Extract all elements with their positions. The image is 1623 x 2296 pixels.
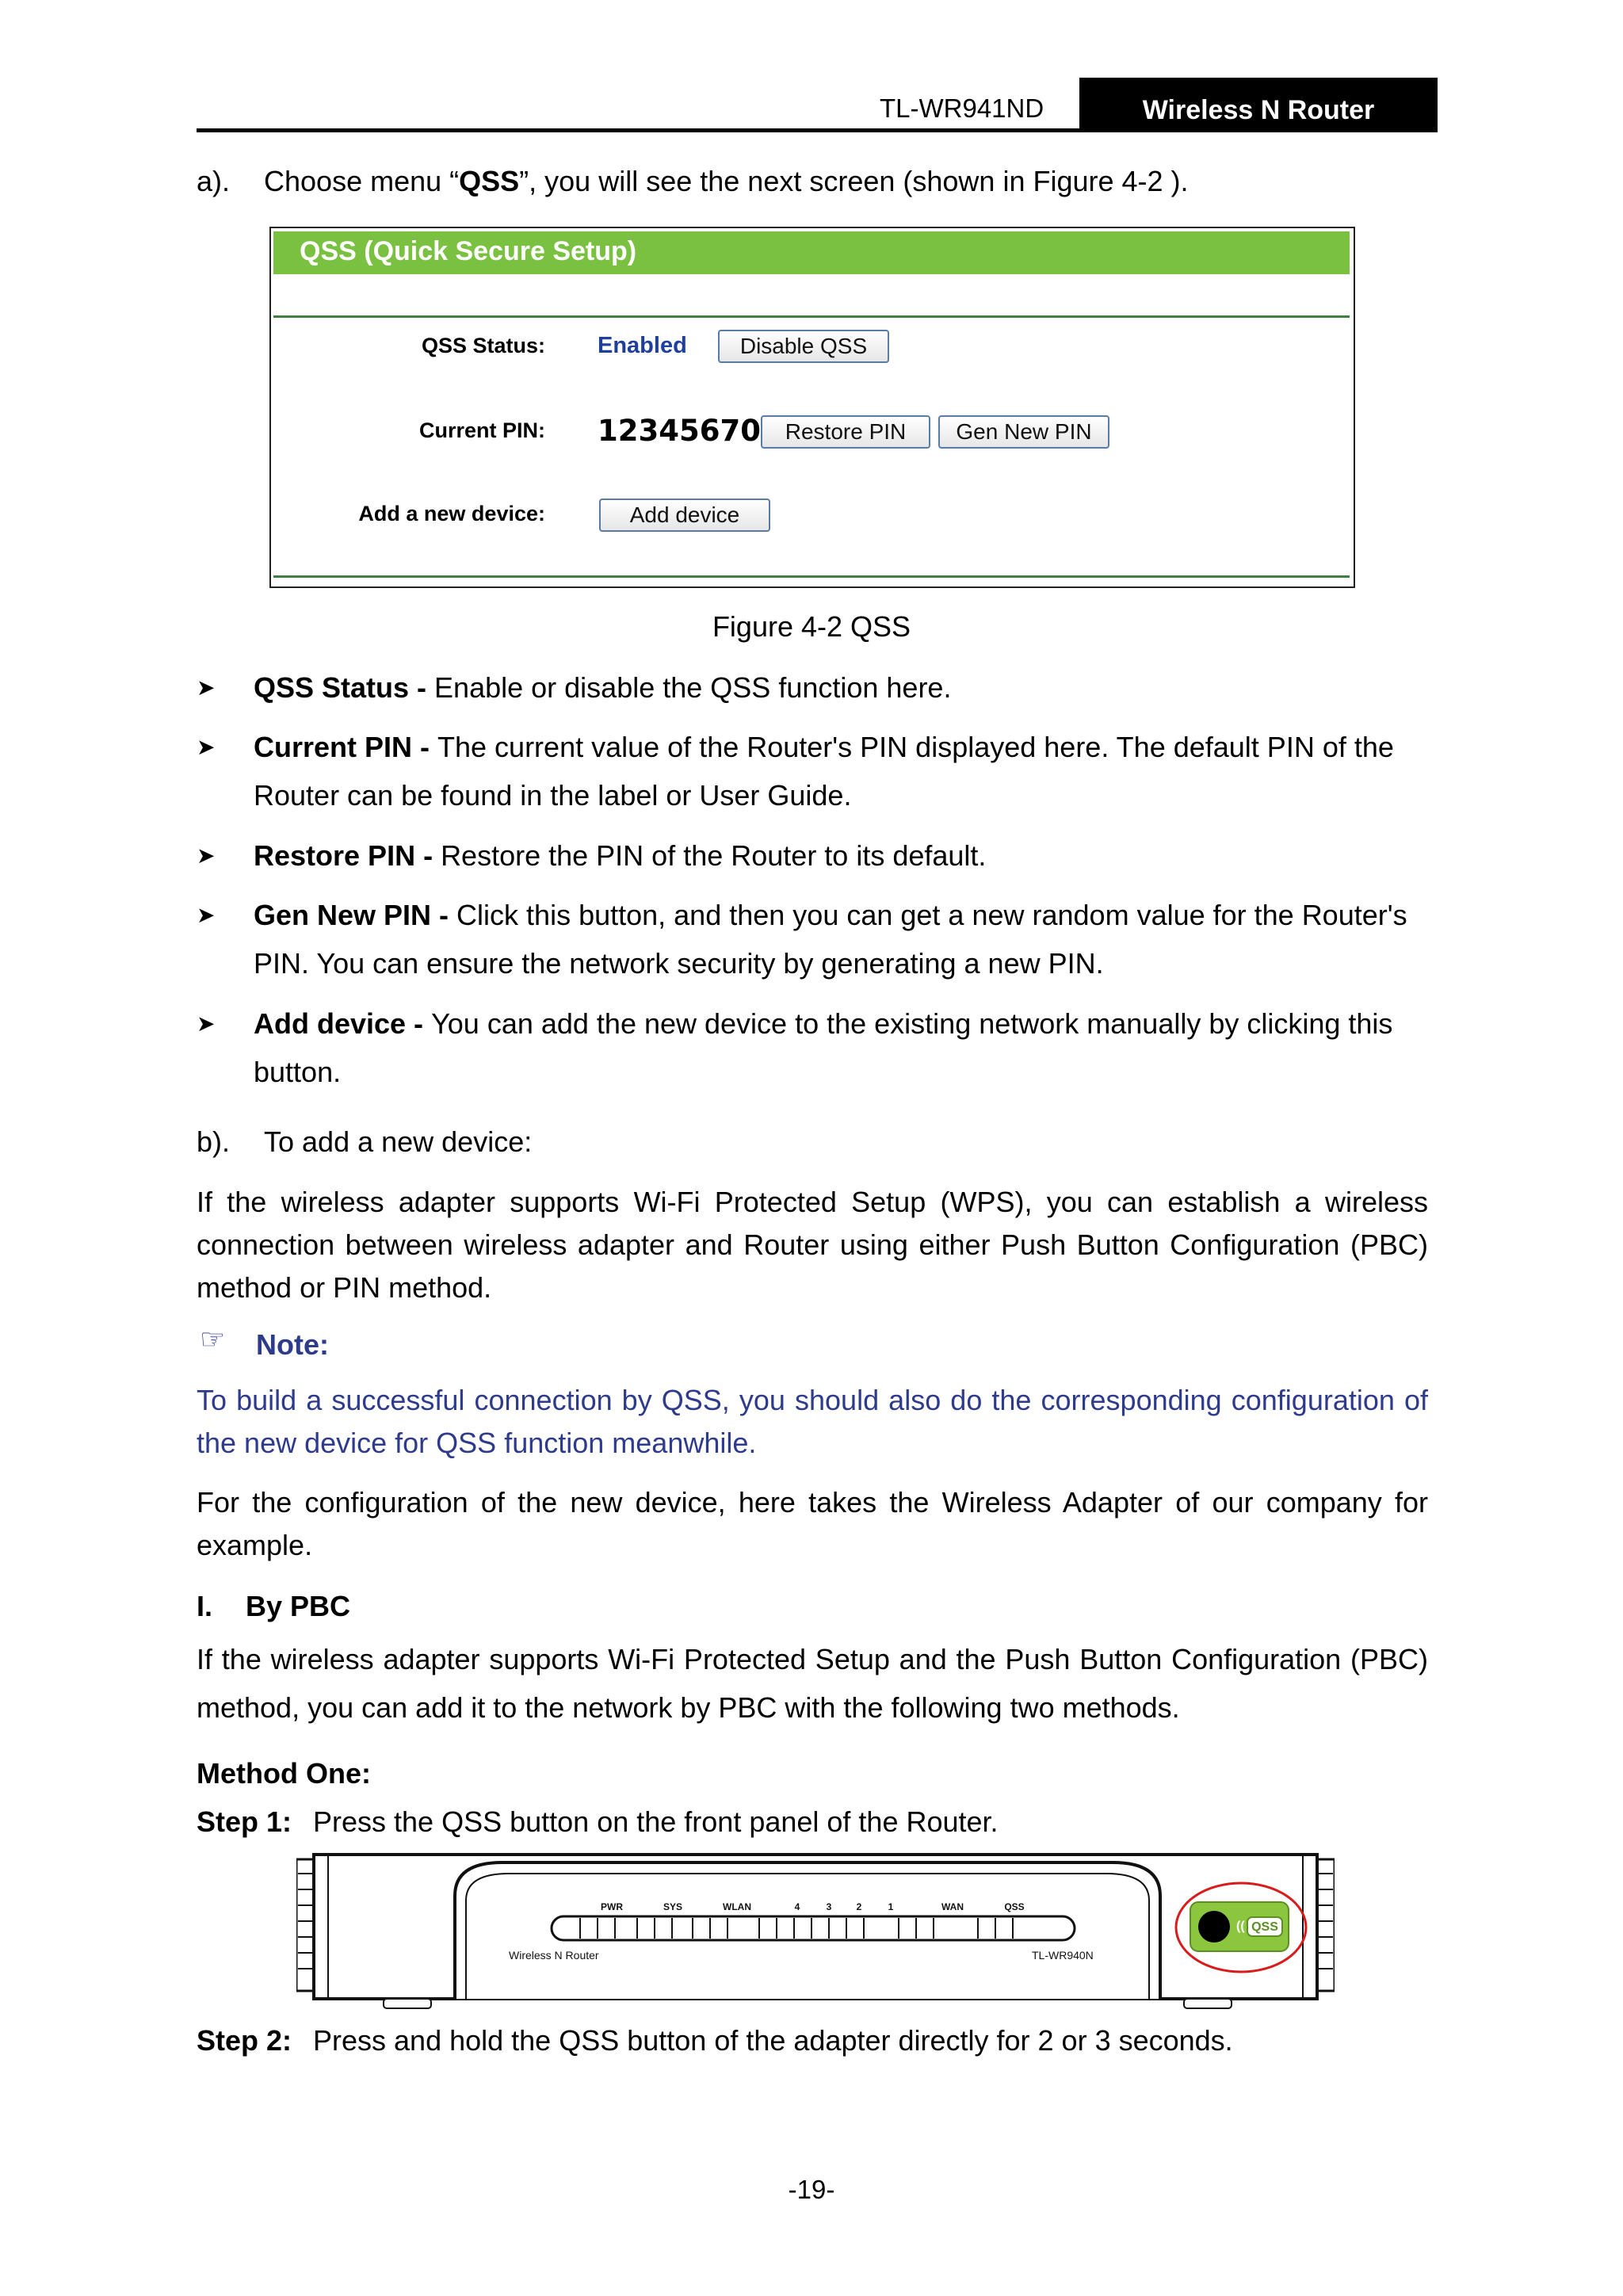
- qss-divider-top: [273, 315, 1350, 318]
- step1-label: Step 1:: [197, 1805, 292, 1838]
- router-brand-label: Wireless N Router: [509, 1949, 599, 1962]
- note-line2: the new device for QSS function meanwhile.: [197, 1427, 757, 1459]
- para3-line1: If the wireless adapter supports Wi-Fi Protected Setup and the Push Button Configuration (PBC): [197, 1643, 1428, 1675]
- qss-badge-label: QSS: [1251, 1920, 1278, 1934]
- led-label-2: 2: [856, 1901, 862, 1912]
- gen-new-pin-button[interactable]: Gen New PIN: [938, 415, 1109, 449]
- section-number: I.: [197, 1590, 213, 1622]
- led-label-wlan: WLAN: [723, 1901, 751, 1912]
- qss-status-value: Enabled: [598, 333, 687, 358]
- qss-figure-frame: [269, 227, 1355, 588]
- bullet-current-pin-cont: Router can be found in the label or User Guide.: [254, 779, 852, 812]
- bullet-arrow-icon: ➤: [197, 675, 216, 700]
- pointing-hand-icon: ☞: [200, 1323, 226, 1355]
- header-tab: Wireless N Router: [1079, 78, 1438, 132]
- svg-text:((: ((: [1236, 1920, 1245, 1934]
- current-pin-label: Current PIN:: [418, 418, 545, 442]
- router-model-label: TL-WR940N: [1032, 1949, 1094, 1962]
- bullet-add-device: Add device - You can add the new device to the existing network manually by clicking this: [254, 1007, 1393, 1040]
- qss-status-label: QSS Status:: [421, 334, 545, 357]
- bullet-gen-new-pin-cont: PIN. You can ensure the network security by generating a new PIN.: [254, 947, 1104, 980]
- step2-text: Press and hold the QSS button of the adapter directly for 2 or 3 seconds.: [313, 2024, 1233, 2057]
- bullet-current-pin: Current PIN - The current value of the Router's PIN displayed here. The default PIN of the: [254, 731, 1394, 763]
- led-label-3: 3: [826, 1901, 832, 1912]
- para1-line3: method or PIN method.: [197, 1271, 492, 1304]
- method-one-heading: Method One:: [197, 1757, 371, 1790]
- add-device-button[interactable]: Add device: [599, 499, 770, 532]
- bullet-arrow-icon: ➤: [197, 735, 216, 759]
- led-label-sys: SYS: [663, 1901, 683, 1912]
- step2-label: Step 2:: [197, 2024, 292, 2057]
- led-label-qss: QSS: [1004, 1901, 1025, 1912]
- qss-button-icon: [1198, 1911, 1230, 1943]
- para1-line1: If the wireless adapter supports Wi-Fi Protected Setup (WPS), you can establish a wireless: [197, 1186, 1428, 1218]
- step-a-label: a).: [197, 165, 231, 197]
- router-front-panel: [296, 1848, 1335, 2015]
- bullet-restore-pin: Restore PIN - Restore the PIN of the Router to its default.: [254, 839, 987, 872]
- step-b-label: b).: [197, 1125, 231, 1158]
- para2-line1: For the configuration of the new device, here takes the Wireless Adapter of our company for: [197, 1486, 1428, 1519]
- bullet-arrow-icon: ➤: [197, 843, 216, 868]
- led-label-pwr: PWR: [601, 1901, 623, 1912]
- note-label: Note:: [256, 1328, 329, 1361]
- led-label-1: 1: [888, 1901, 894, 1912]
- page-number: -19-: [788, 2175, 835, 2204]
- bullet-arrow-icon: ➤: [197, 903, 216, 927]
- disable-qss-button[interactable]: Disable QSS: [718, 330, 889, 363]
- figure-caption: Figure 4-2 QSS: [712, 610, 911, 643]
- bullet-add-device-cont: button.: [254, 1056, 342, 1088]
- qss-divider-bottom: [273, 575, 1350, 578]
- header-rule: [197, 128, 1438, 132]
- current-pin-value: 12345670: [598, 414, 761, 448]
- para1-line2: connection between wireless adapter and Router using either Push Button Configuration (PBC): [197, 1228, 1428, 1261]
- bullet-arrow-icon: ➤: [197, 1011, 216, 1036]
- bullet-gen-new-pin: Gen New PIN - Click this button, and then you can get a new random value for the Router's: [254, 899, 1407, 931]
- section-title: By PBC: [246, 1590, 351, 1622]
- note-line1: To build a successful connection by QSS, you should also do the corresponding configuration of: [197, 1384, 1428, 1416]
- para2-line2: example.: [197, 1529, 313, 1561]
- header-model: TL-WR941ND: [880, 94, 1044, 123]
- bullet-qss-status: QSS Status - Enable or disable the QSS function here.: [254, 671, 952, 704]
- step-a-text: Choose menu “QSS”, you will see the next screen (shown in Figure 4-2 ).: [264, 165, 1189, 197]
- add-device-label: Add a new device:: [358, 502, 545, 525]
- qss-title: QSS (Quick Secure Setup): [300, 236, 637, 266]
- step-b-text: To add a new device:: [264, 1125, 533, 1158]
- para3-line2: method, you can add it to the network by PBC with the following two methods.: [197, 1691, 1180, 1724]
- led-label-4: 4: [794, 1901, 800, 1912]
- led-label-wan: WAN: [941, 1901, 964, 1912]
- restore-pin-button[interactable]: Restore PIN: [761, 415, 930, 449]
- step1-text: Press the QSS button on the front panel of the Router.: [313, 1805, 999, 1838]
